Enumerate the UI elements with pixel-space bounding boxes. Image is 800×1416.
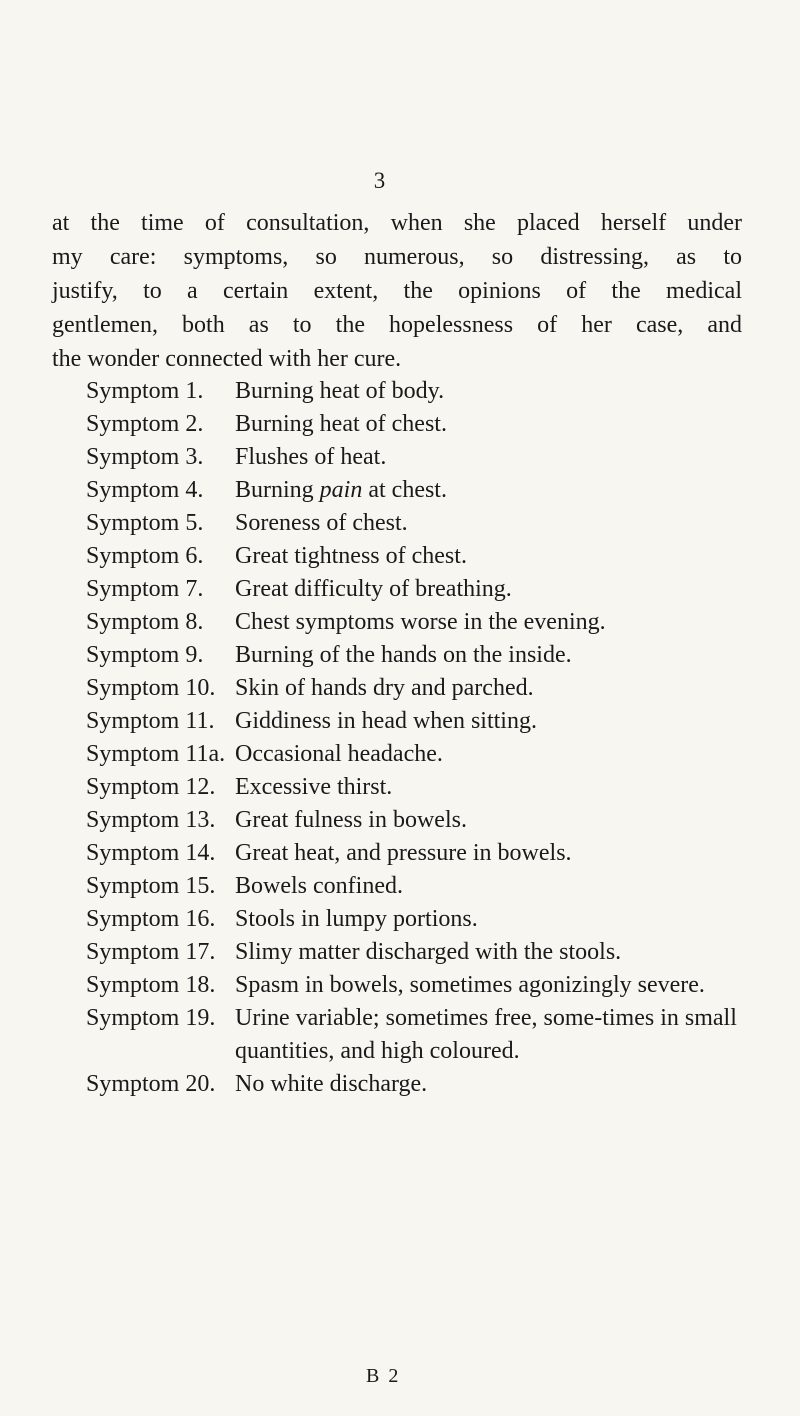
intro-line: at the time of consultation, when she placed herself under xyxy=(52,210,742,236)
symptom-label: Symptom 7. xyxy=(86,576,204,602)
symptom-text: Burning heat of body. xyxy=(235,378,445,404)
symptom-text: Great difficulty of breathing. xyxy=(235,576,512,602)
symptom-label: Symptom 18. xyxy=(86,972,216,998)
intro-paragraph xyxy=(52,206,742,376)
symptom-item xyxy=(86,936,746,969)
symptom-item xyxy=(86,903,746,936)
symptom-item xyxy=(86,705,746,738)
symptom-label: Symptom 11. xyxy=(86,708,215,734)
symptom-item xyxy=(86,507,746,540)
symptom-item xyxy=(86,573,746,606)
symptom-text: Flushes of heat. xyxy=(235,444,387,470)
symptom-text: Burning of the hands on the inside. xyxy=(235,642,572,668)
symptom-item xyxy=(86,837,746,870)
symptom-text: Great heat, and pressure in bowels. xyxy=(235,840,572,866)
symptom-label: Symptom 19. xyxy=(86,1005,216,1031)
symptom-item xyxy=(86,606,746,639)
intro-line: my care: symptoms, so numerous, so distressing, as to xyxy=(52,244,742,270)
symptom-label: Symptom 13. xyxy=(86,807,216,833)
symptom-item xyxy=(86,408,746,441)
symptom-text: Occasional headache. xyxy=(235,741,443,767)
symptom-text: No white discharge. xyxy=(235,1071,428,1097)
symptom-item xyxy=(86,441,746,474)
symptom-text: Slimy matter discharged with the stools. xyxy=(235,939,622,965)
page-number: 3 xyxy=(373,168,387,193)
symptom-label: Symptom 17. xyxy=(86,939,216,965)
symptom-item xyxy=(86,672,746,705)
symptom-text xyxy=(235,474,746,507)
intro-line: justify, to a certain extent, the opinions of the medical xyxy=(52,278,742,304)
symptom-text: Bowels confined. xyxy=(235,873,403,899)
symptom-label: Symptom 6. xyxy=(86,543,204,569)
symptom-label: Symptom 15. xyxy=(86,873,216,899)
symptom-label: Symptom 4. xyxy=(86,477,204,503)
symptom-text: Giddiness in head when sitting. xyxy=(235,708,537,734)
symptom-text: Chest symptoms worse in the evening. xyxy=(235,609,606,635)
symptom-list xyxy=(86,375,746,1101)
symptom-text: Stools in lumpy portions. xyxy=(235,906,478,932)
symptom-text-part: at chest. xyxy=(368,477,447,503)
symptom-label: Symptom 16. xyxy=(86,906,216,932)
symptom-label: Symptom 12. xyxy=(86,774,216,800)
symptom-item xyxy=(86,969,746,1002)
symptom-text: Excessive thirst. xyxy=(235,774,393,800)
symptom-label: Symptom 10. xyxy=(86,675,216,701)
symptom-text: Burning heat of chest. xyxy=(235,411,447,437)
symptom-item xyxy=(86,1068,746,1101)
symptom-text: Urine variable; sometimes free, some-times in small quantities, and high coloured. xyxy=(235,1005,737,1064)
symptom-item xyxy=(86,771,746,804)
signature-mark: B 2 xyxy=(366,1365,401,1387)
symptom-item xyxy=(86,375,746,408)
symptom-text: Skin of hands dry and parched. xyxy=(235,675,534,701)
symptom-text: Great fulness in bowels. xyxy=(235,807,467,833)
symptom-item xyxy=(86,639,746,672)
symptom-label: Symptom 8. xyxy=(86,609,204,635)
symptom-item xyxy=(86,1002,746,1068)
symptom-label: Symptom 5. xyxy=(86,510,204,536)
symptom-text-italic: pain xyxy=(319,477,363,503)
symptom-item xyxy=(86,804,746,837)
symptom-label: Symptom 3. xyxy=(86,444,204,470)
symptom-text: Great tightness of chest. xyxy=(235,543,467,569)
symptom-text: Soreness of chest. xyxy=(235,510,408,536)
symptom-label: Symptom 11a. xyxy=(86,741,226,767)
symptom-item xyxy=(86,738,746,771)
symptom-label: Symptom 9. xyxy=(86,642,204,668)
intro-line: the wonder connected with her cure. xyxy=(52,346,402,372)
symptom-label: Symptom 1. xyxy=(86,378,204,404)
symptom-item xyxy=(86,870,746,903)
symptom-label: Symptom 14. xyxy=(86,840,216,866)
symptom-item xyxy=(86,474,746,507)
symptom-label: Symptom 20. xyxy=(86,1071,216,1097)
symptom-text-part: Burning xyxy=(235,477,314,503)
symptom-item xyxy=(86,540,746,573)
symptom-label: Symptom 2. xyxy=(86,411,204,437)
symptom-text: Spasm in bowels, sometimes agonizingly severe. xyxy=(235,972,705,998)
intro-line: gentlemen, both as to the hopelessness of her case, and xyxy=(52,312,742,338)
